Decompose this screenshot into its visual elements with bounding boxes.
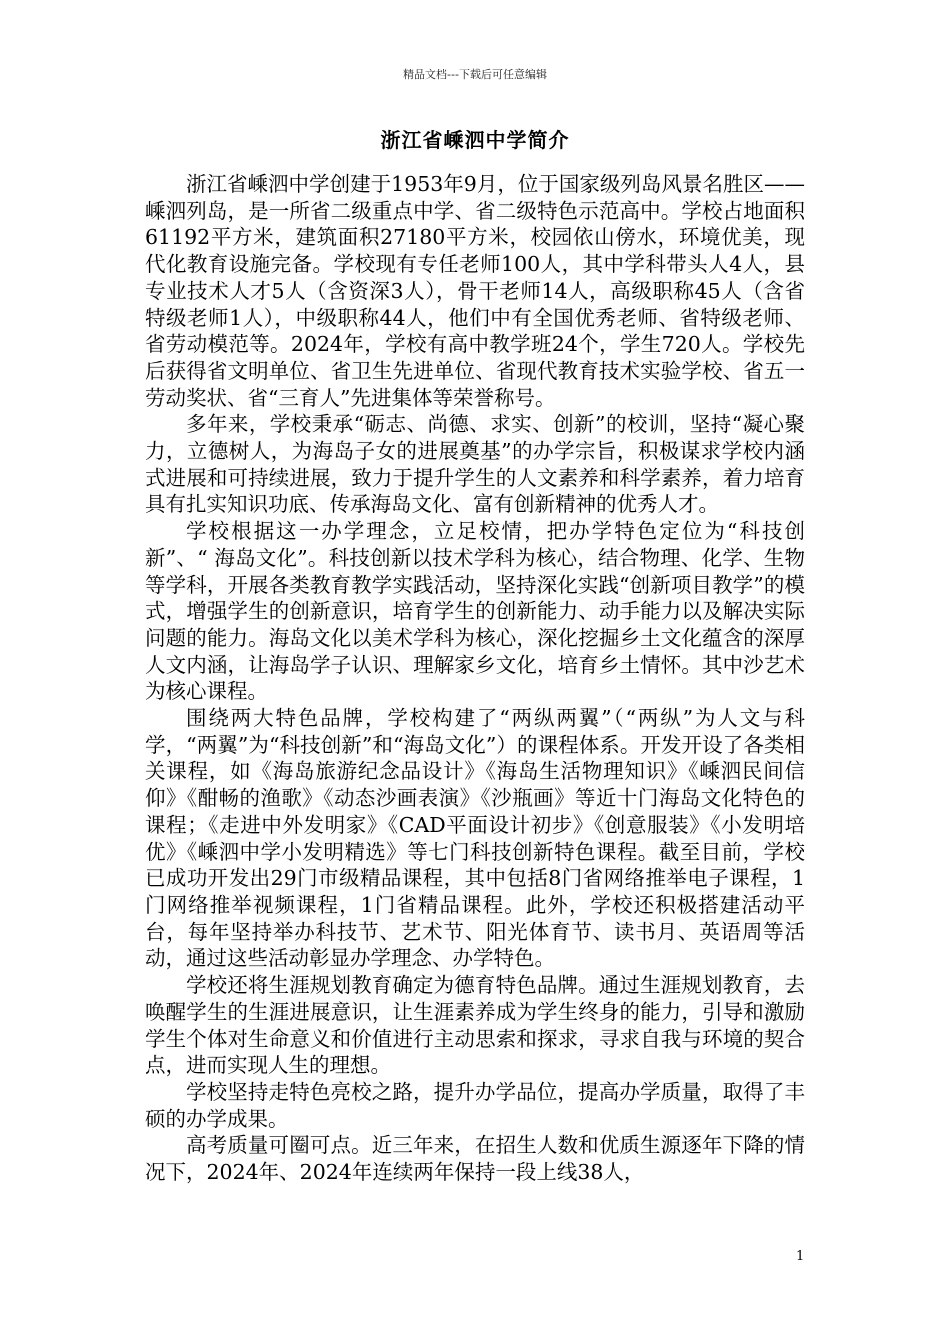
paragraph-features: 学校根据这一办学理念，立足校情，把办学特色定位为“科技创新”、“ 海岛文化”。科技创新以技术学科为核心，结合物理、化学、生物等学科，开展各类教育教学实践活动，坚持深化实践“创新项目教学”的模式，增强学生的创新意识，培育学生的创新能力、动手能力以及解决实际问题的能力。海岛文化以美术学科为核心，深化挖掘乡土文化蕴含的深厚人文内涵，让海岛学子认识、理解家乡文化，培育乡土情怀。其中沙艺术为核心课程。 xyxy=(145,519,805,704)
document-body xyxy=(145,171,805,1186)
paragraph-exam-results: 高考质量可圈可点。近三年来，在招生人数和优质生源逐年下降的情况下，2024年、2024年连续两年保持一段上线38人， xyxy=(145,1133,805,1185)
paragraph-intro: 浙江省嵊泗中学创建于1953年9月，位于国家级列岛风景名胜区——嵊泗列岛，是一所省二级重点中学、省二级特色示范高中。学校占地面积61192平方米，建筑面积27180平方米，校园依山傍水，环境优美，现代化教育设施完备。学校现有专任老师100人，其中学科带头人4人，县专业技术人才5人（含资深3人），骨干老师14人，高级职称45人（含省特级老师1人），中级职称44人，他们中有全国优秀老师、省特级老师、省劳动模范等。2024年，学校有高中教学班24个，学生720人。学校先后获得省文明单位、省卫生先进单位、省现代教育技术实验学校、省五一劳动奖状、省“三育人”先进集体等荣誉称号。 xyxy=(145,172,805,410)
paragraph-motto: 多年来，学校秉承“砺志、尚德、求实、创新”的校训，坚持“凝心聚力，立德树人，为海岛子女的进展奠基”的办学宗旨，积极谋求学校内涵式进展和可持续进展，致力于提升学生的人文素养和科学素养，着力培育具有扎实知识功底、传承海岛文化、富有创新精神的优秀人才。 xyxy=(145,412,805,517)
paragraph-career-planning: 学校还将生涯规划教育确定为德育特色品牌。通过生涯规划教育，去唤醒学生的生涯进展意识，让生涯素养成为学生终身的能力，引导和激励学生个体对生命意义和价值进行主动思索和探求，寻求自我与环境的契合点，进而实现人生的理想。 xyxy=(145,973,805,1078)
page-header: 精品文档---下载后可任意编辑 xyxy=(403,68,547,81)
paragraph-curriculum: 围绕两大特色品牌，学校构建了“两纵两翼”（“两纵”为人文与科学，“两翼”为“科技创新”和“海岛文化”）的课程体系。开发开设了各类相关课程，如《海岛旅游纪念品设计》《海岛生活物理知识》《嵊泗民间信仰》《酣畅的渔歌》《动态沙画表演》《沙瓶画》等近十门海岛文化特色的课程；《走进中外发明家》《CAD平面设计初步》《创意服装》《小发明培优》《嵊泗中学小发明精选》等七门科技创新特色课程。截至目前，学校已成功开发出29门市级精品课程，其中包括8门省网络推举电子课程，1门网络推举视频课程，1门省精品课程。此外，学校还积极搭建活动平台，每年坚持举办科技节、艺术节、阳光体育节、读书月、英语周等活动，通过这些活动彰显办学理念、办学特色。 xyxy=(145,706,805,971)
document-title: 浙江省嵊泗中学简介 xyxy=(380,128,570,152)
paragraph-achievements: 学校坚持走特色亮校之路，提升办学品位，提高办学质量，取得了丰硕的办学成果。 xyxy=(145,1079,805,1131)
page-number: 1 xyxy=(796,1249,805,1264)
